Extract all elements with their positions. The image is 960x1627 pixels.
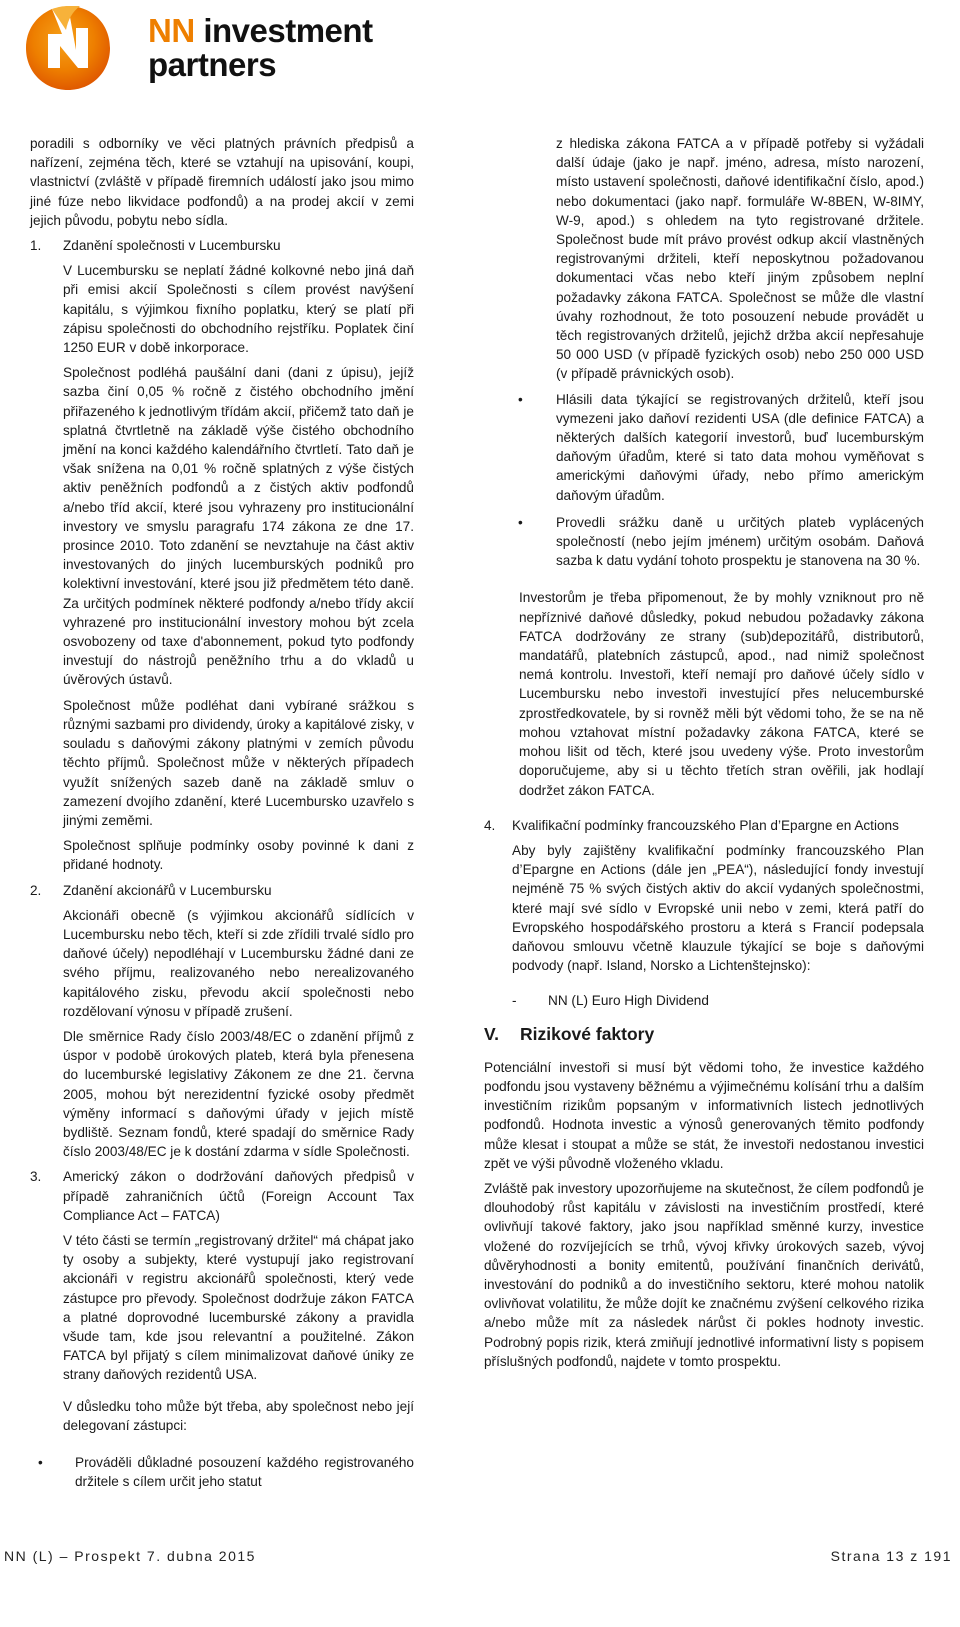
footer-page-number: Strana 13 z 191 [830, 1548, 952, 1564]
section-1-paragraph: Společnost splňuje podmínky osoby povinné k dani z přidané hodnoty. [63, 838, 414, 873]
list-item-continuation: z hlediska zákona FATCA a v případě potřeby si vyžádali další údaje (jako je např. jméno, adresa, místo narození, místo ustavení společnosti, daňové identifikační číslo, apod.) nebo dokumentaci (jako např. formuláře W-8BEN, W-8IMY, W-9, apod.) s ohledem na tyto registrované držitele. Společnost bude mít právo provést odkup akcií vlastněných registrovanými držiteli, kteří neposkytnou požadovanou dokumentaci včas nebo kteří jiným způsobem neplní požadavky zákona FATCA. Společnost se může dle vlastní úvahy rozhodnout, že toto posouzení nebude provádět u těch registrovaných držitelů, jejichž držba akcií nepřesahuje 50 000 USD (v případě fyzických osob) nebo 250 000 USD (v případě právnických osob). [556, 136, 924, 382]
list-item: • Provedli srážku daně u určitých plateb vyplácených společností (nebo jejím jménem) určitým osobám. Daňová sazba k datu vydání tohoto prospektu je stanovena na 30 %. [518, 514, 924, 569]
section-1-paragraph: Společnost může podléhat dani vybírané srážkou s různými sazbami pro dividendy, úroky a kapitálové zisky, v souladu s daňovými zákony platnými v zemích původu těchto příjmů. Společnost může v některých případech využít snížených sazeb daně na základě smluv o zamezení dvojího zdanění, které Lucembursko uzavřelo s jinými zeměmi. [63, 697, 414, 828]
section-1-paragraph: V Lucembursku se neplatí žádné kolkovné nebo jiná daň při emisi akcií Společnosti s cílem provést navýšení kapitálu, s výjimkou fixního poplatku, který se platí při zápisu společnosti do obchodního rejstříku. Poplatek činí 1250 EUR v době inkorporace. [63, 263, 414, 356]
section-2-paragraph: Akcionáři obecně (s výjimkou akcionářů sídlících v Lucembursku nebo těch, kteří si zde zřídili trvalé sídlo pro daňové účely) nepodléhají v Lucembursku žádné dani ze svého příjmu, realizovaného nebo nerealizovaného kapitálového zisku, převodu akcií společnosti nebo rozdělovaní výnosu v případě zrušení. [63, 907, 414, 1019]
section-2-heading: 2. Zdanění akcionářů v Lucembursku [30, 882, 272, 898]
bullet-icon: • [38, 1455, 43, 1470]
brand-logo [22, 2, 382, 94]
section-4-paragraph: Aby byly zajištěny kvalifikační podmínky francouzského Plan d’Epargne en Actions (dále jen „PEA“), následující fondy investují nejméně 75 % svých čistých aktiv do akcií vydaných společnostmi, které mají své sídlo v Evropské unii nebo v zemi, která patří do Evropského hospodářského prostoru a která s Francií podepsala daňovou smlouvu včetně klauzule týkající se boje s daňovými podvody (např. Island, Norsko a Lichtenštejnsko): [512, 842, 924, 974]
section-3-paragraph: V této části se termín „registrovaný držitel“ má chápat jako ty osoby a subjekty, které vystupují jako registrovaní akcionáři v registru akcionářů společnosti, který vede zástupce pro převody. Společnost dodržuje zákon FATCA a platné doprovodné lucemburské zákony a pravidla všude tam, kde jsou relevantní a použitelné. Zákon FATCA byl přijatý s cílem minimalizovat daňové úniky ze strany daňových rezidentů USA. [63, 1232, 414, 1383]
bullet-icon: • [518, 391, 523, 407]
brand-name-line2: partners [148, 46, 277, 83]
nn-lion-logo-icon [22, 2, 114, 94]
list-item: • Prováděli důkladné posouzení každého registrovaného držitele s cílem určit jeho statut [38, 1455, 414, 1490]
footer-document-title: NN (L) – Prospekt 7. dubna 2015 [4, 1548, 256, 1564]
investors-paragraph: Investorům je třeba připomenout, že by mohly vzniknout pro ně nepříznivé daňové důsledky, pokud nebudou požadavky zákona FATCA dodržovány ze strany (sub)depozitářů, distributorů, mandatářů, platebních zástupců, apod., nad nimiž společnost nemá kontrolu. Investoři, kteří nemají pro daňové účely sídlo v Lucembursku nebo investoři investující přes nelucemburské zprostředkovatele, by si rovněž měli být vědomi toho, že se na ně mohou vztahovat místní požadavky zákona FATCA, které se mohou lišit od těch, které jsou uvedeny výše. Proto investorům doporučujeme, aby si u těchto třetích stran ověřili, jak hodlají dodržet zákon FATCA. [519, 590, 924, 798]
section-3-paragraph: V důsledku toho může být třeba, aby společnost nebo její delegovaní zástupci: [63, 1398, 414, 1433]
section-2-paragraph: Dle směrnice Rady číslo 2003/48/EC o zdanění příjmů z úspor v podobě úrokových plateb, která byla přenesena do lucemburské legislativy Zákonem ze dne 21. června 2005, mohou být nerezidentní fyzické osoby předmět výměny informací s daňovými úřady v jejich místě bydliště. Seznam fondů, které spadají do směrnice Rady číslo 2003/48/EC je k dostání zdarma v sídle Společnosti. [63, 1028, 414, 1160]
bullet-icon: • [518, 514, 523, 530]
right-column [484, 134, 924, 1377]
brand-name-line1: NN investment [148, 12, 373, 49]
section-3-heading: 3. Americký zákon o dodržování daňových předpisů v případě zahraničních účtů (Foreign Account Tax Compliance Act – FATCA) [30, 1169, 414, 1223]
dash-icon: - [512, 993, 517, 1009]
section-1-heading: 1. Zdanění společnosti v Lucembursku [30, 238, 281, 254]
section-v-heading: V. Rizikové faktory [484, 1023, 655, 1044]
risk-paragraph: Potenciální investoři si musí být vědomi toho, že investice každého podfondu jsou vystaveny běžnému a výjimečnému kolísání trhu a dalším investičním rizikům popsaným v informativních listech jednotlivých podfondů. Hodnota investic a výnosů generovaných těmito podfondy může klesat i stoupat a může se stát, že investoři nedostanou investici zpět ve výši původně vloženého vkladu. [484, 1059, 924, 1171]
section-4-heading: 4. Kvalifikační podmínky francouzského Plan d’Epargne en Actions [484, 817, 899, 833]
section-1-paragraph: Společnost podléhá paušální dani (dani z úpisu), jejíž sazba činí 0,05 % ročně z čistého obchodního jmění přiřazeného k jednotlivým třídám akcií, přičemž tato daň je splatná čtvrtletně na základě výše čistého obchodního jmění na konci každého kalendářního čtvrtletí. Tato daň je však snížena na 0,01 % ročně splatných z výše čistých aktiv peněžních podfondů a z čistých aktiv podfondů a/nebo tříd akcií, které jsou vyhrazeny pro institucionální investory ve smyslu paragrafu 174 zákona ze dne 17. prosince 2010. Toto zdanění se nevztahuje na část aktiv investovaných do jiných lucemburských podniků pro kolektivní investování, které jsou již předmětem této daně. Za určitých podmínek některé podfondy a/nebo třídy akcií vyhrazené pro institucionální investory mohou být zcela osvobozeny od taxe d'abonnement, pokud tyto podfondy investují do nástrojů peněžního trhu a do vkladů u úvěrových ústavů. [63, 365, 414, 688]
intro-paragraph: poradili s odborníky ve věci platných právních předpisů a nařízení, zejména těch, které se vztahují na upisování, koupi, vlastnictví (zvláště v případě firemních událostí jako jsou mimo jiné fúze nebo likvidace podfondů) a na prodej akcií v zemi jejich původu, pobytu nebo sídla. [30, 136, 414, 228]
left-column [30, 134, 414, 1499]
list-item: • Hlásili data týkající se registrovaných držitelů, kteří jsou vymezeni jako daňoví rezidenti USA (dle definice FATCA) a některých dalších kategorií investorů, buď lucemburským daňovým úřadům, které si tato data mohou vyměňovat s americkými daňovými úřady, nebo přímo americkým daňovým úřadům. [518, 391, 924, 503]
fund-list-item: - NN (L) Euro High Dividend [484, 991, 924, 1010]
risk-paragraph: Zvláště pak investory upozorňujeme na skutečnost, že cílem podfondů je dlouhodobý růst kapitálu v závislosti na investičním prostředí, které ovlivňují takové faktory, jako jsou například směnné kurzy, investice vložené do rozvíjejících se trhů, vývoj křivky úrokových sazeb, vývoj důvěryhodnosti a bonity emitentů, používání finančních derivátů, investování do podniků a do investičního sektoru, které mohou natolik ovlivňovat volatilitu, že může dojít ke značnému zvýšení celkového rizika a/nebo může mít za následek nárůst či pokles hodnoty investic. Podrobný popis rizik, která zmiňují jednotlivé informativní listy s popisem příslušných podfondů, najdete v tomto prospektu. [484, 1180, 924, 1369]
